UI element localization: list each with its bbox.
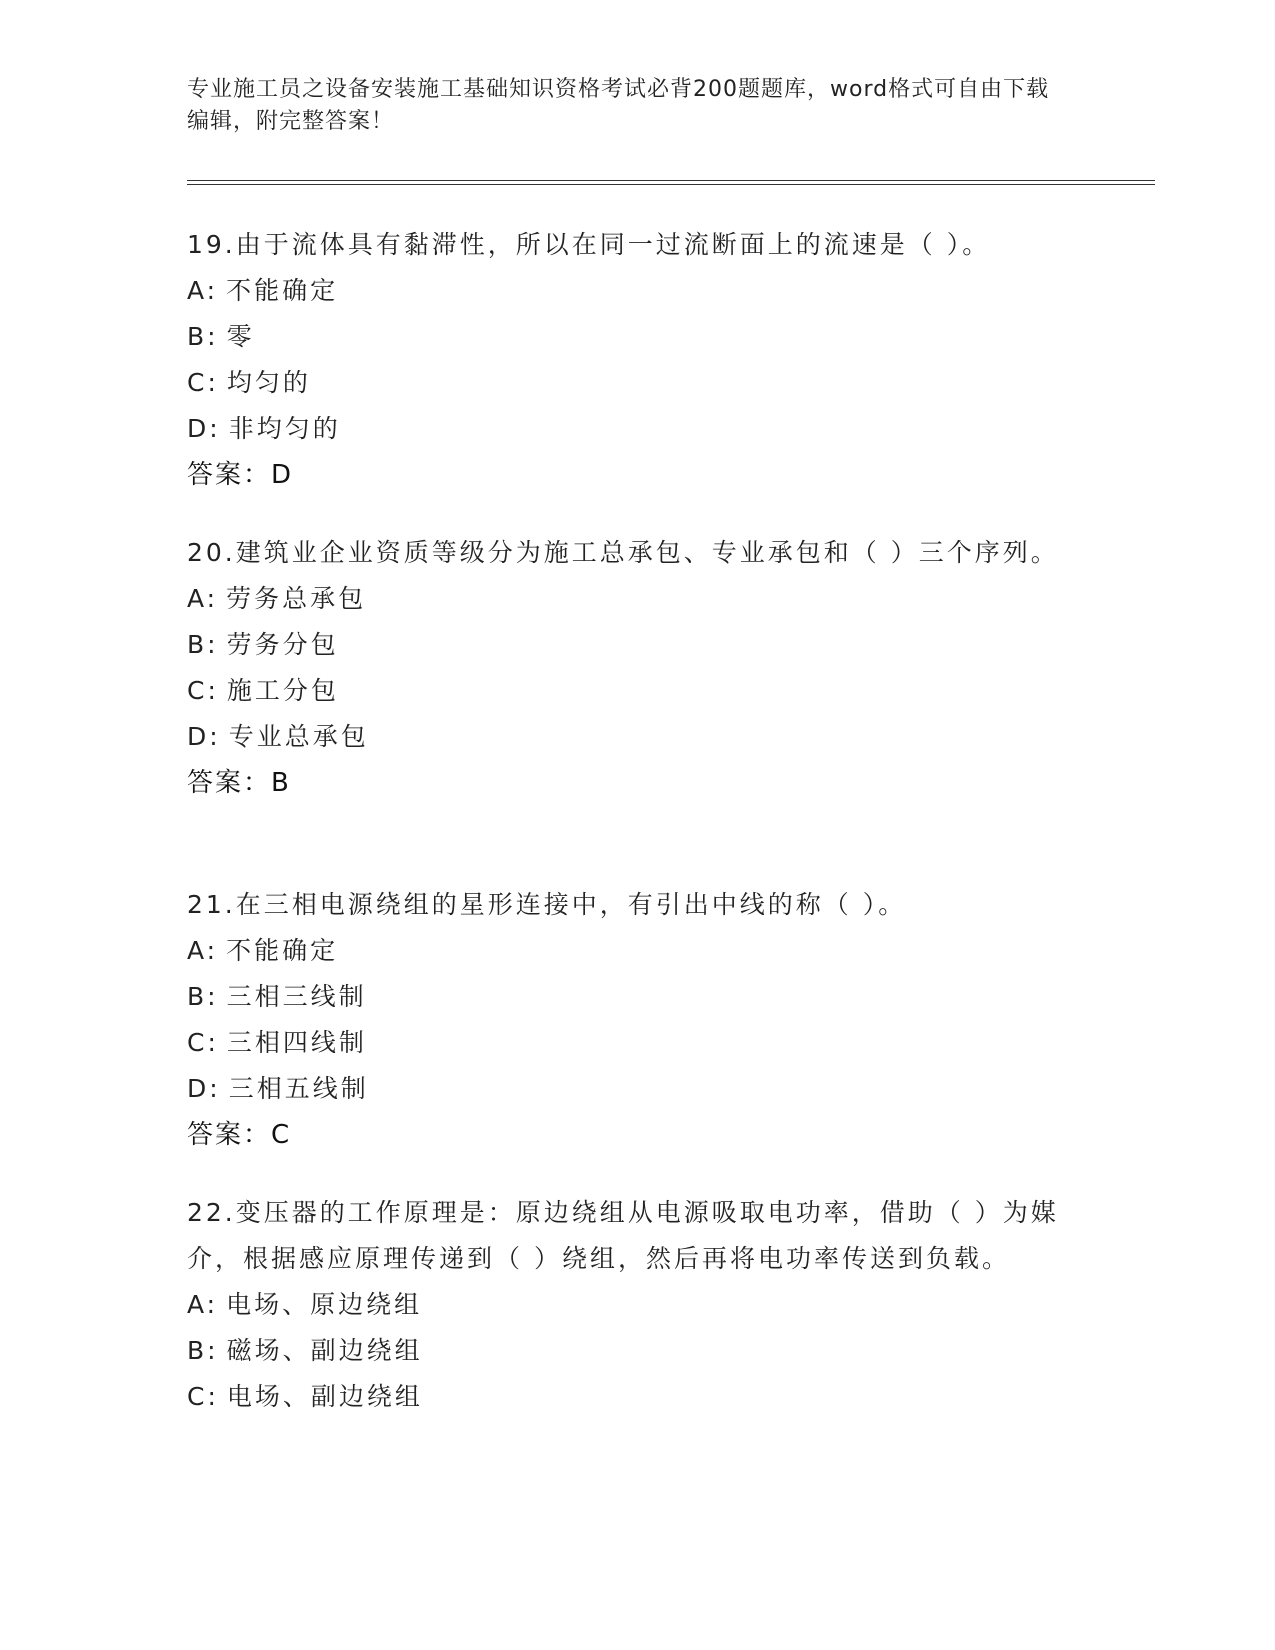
answer-line: 答案：D (187, 460, 294, 490)
option-key: A (187, 1290, 207, 1319)
option-text: 劳务分包 (226, 630, 339, 659)
option-d (187, 714, 1067, 760)
question-stem: 20.建筑业企业资质等级分为施工总承包、专业承包和（ ）三个序列。 (187, 538, 1059, 567)
option-key: B (187, 322, 208, 351)
option-separator: : (207, 630, 219, 659)
header-divider-top (187, 180, 1155, 181)
option-b (187, 314, 1067, 360)
option-a (187, 1282, 1067, 1328)
option-b (187, 622, 1067, 668)
question-stem: 22.变压器的工作原理是：原边绕组从电源吸取电功率，借助（ ）为媒介，根据感应原理传递到（ ）绕组，然后再将电功率传送到负载。 (187, 1198, 1059, 1273)
option-text: 零 (226, 322, 255, 351)
option-key: C (187, 1382, 208, 1411)
question-stem: 21.在三相电源绕组的星形连接中，有引出中线的称（ ）。 (187, 890, 907, 919)
option-text: 不能确定 (226, 936, 339, 965)
answer-line: 答案：B (187, 768, 291, 798)
option-text: 非均匀的 (228, 414, 341, 443)
option-key: B (187, 1336, 208, 1365)
option-key: B (187, 982, 208, 1011)
option-text: 劳务总承包 (226, 584, 367, 613)
option-text: 电场、原边绕组 (226, 1290, 423, 1319)
option-key: A (187, 276, 207, 305)
option-d (187, 406, 1067, 452)
option-separator: : (209, 722, 221, 751)
question-stem: 19.由于流体具有黏滞性，所以在同一过流断面上的流速是（ ）。 (187, 230, 991, 259)
option-text: 三相三线制 (226, 982, 367, 1011)
option-separator: : (206, 936, 219, 965)
option-separator: : (207, 982, 219, 1011)
option-text: 电场、副边绕组 (226, 1382, 423, 1411)
option-a (187, 268, 1067, 314)
option-d (187, 1066, 1067, 1112)
option-key: C (187, 1028, 208, 1057)
option-separator: : (206, 1290, 219, 1319)
option-key: D (187, 722, 210, 751)
option-key: D (187, 1074, 210, 1103)
option-separator: : (207, 368, 219, 397)
question-22 (187, 1190, 1067, 1420)
option-a (187, 576, 1067, 622)
option-text: 三相五线制 (228, 1074, 369, 1103)
option-separator: : (206, 584, 219, 613)
option-key: C (187, 368, 208, 397)
option-a (187, 928, 1067, 974)
option-key: A (187, 584, 207, 613)
option-separator: : (206, 276, 219, 305)
option-key: A (187, 936, 207, 965)
option-text: 三相四线制 (226, 1028, 367, 1057)
option-key: C (187, 676, 208, 705)
header-divider-bottom (187, 184, 1155, 185)
option-b (187, 1328, 1067, 1374)
option-separator: : (209, 414, 221, 443)
option-key: B (187, 630, 208, 659)
option-c (187, 360, 1067, 406)
option-separator: : (207, 1382, 219, 1411)
option-b (187, 974, 1067, 1020)
question-20 (187, 530, 1067, 806)
option-c (187, 1020, 1067, 1066)
option-separator: : (207, 322, 219, 351)
option-separator: : (209, 1074, 221, 1103)
option-key: D (187, 414, 210, 443)
option-text: 施工分包 (226, 676, 339, 705)
option-c (187, 668, 1067, 714)
option-text: 专业总承包 (228, 722, 369, 751)
option-text: 磁场、副边绕组 (226, 1336, 423, 1365)
option-text: 不能确定 (226, 276, 339, 305)
question-21 (187, 882, 1067, 1158)
option-separator: : (207, 1028, 219, 1057)
option-separator: : (207, 1336, 219, 1365)
option-separator: : (207, 676, 219, 705)
option-text: 均匀的 (226, 368, 311, 397)
answer-line: 答案：C (187, 1120, 292, 1150)
question-19 (187, 222, 1067, 498)
document-header (187, 74, 1067, 138)
header-title: 专业施工员之设备安装施工基础知识资格考试必背200题题库，word格式可自由下载编辑，附完整答案！ (187, 77, 1050, 134)
option-c (187, 1374, 1067, 1420)
